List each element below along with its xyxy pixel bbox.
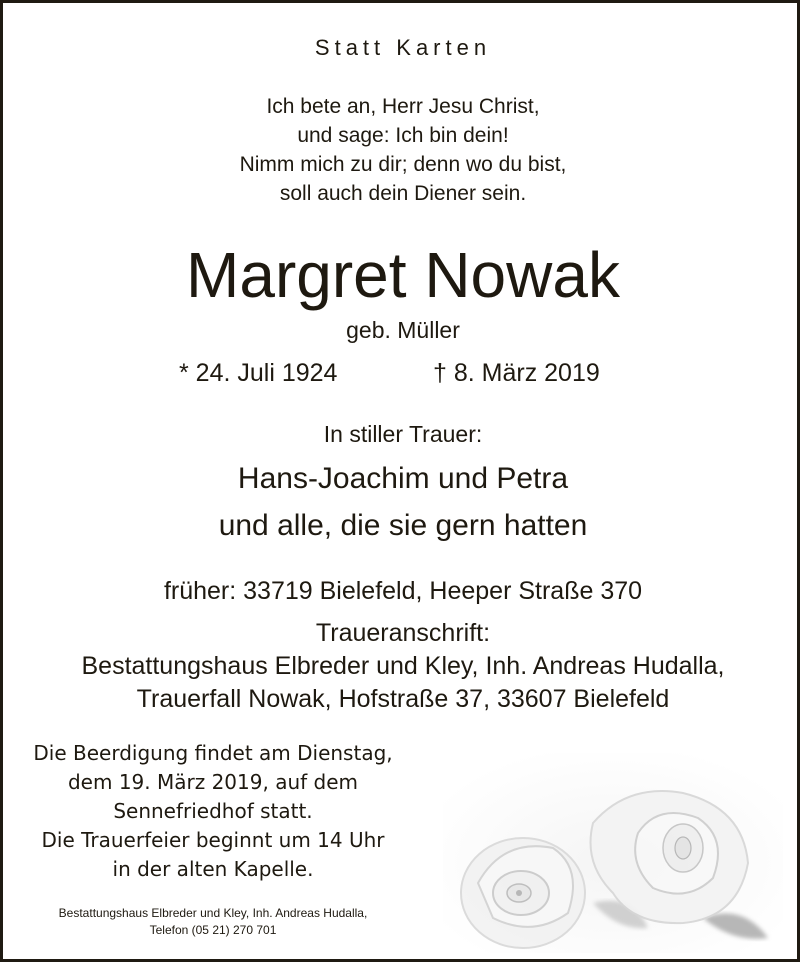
funeral-info-line-5: in der alten Kapelle. xyxy=(112,857,314,881)
heading-statt-karten: Statt Karten xyxy=(314,35,492,60)
verse-line-2: und sage: Ich bin dein! xyxy=(297,124,509,147)
funeral-info-line-1: Die Beerdigung findet am Dienstag, xyxy=(33,741,393,765)
condolence-address-label: Traueranschrift: xyxy=(315,619,491,647)
former-address: früher: 33719 Bielefeld, Heeper Straße 370 xyxy=(163,577,643,605)
verse-line-3: Nimm mich zu dir; denn wo du bist, xyxy=(239,153,567,176)
white-roses-image xyxy=(443,753,783,953)
maiden-name: geb. Müller xyxy=(346,317,460,343)
rose-left xyxy=(461,838,585,948)
verse-line-4: soll auch dein Diener sein. xyxy=(279,182,527,205)
mourners-line-1: Hans-Joachim und Petra xyxy=(237,462,569,495)
mourning-intro: In stiller Trauer: xyxy=(323,421,483,447)
deceased-name: Margret Nowak xyxy=(186,239,620,311)
verse-line-1: Ich bete an, Herr Jesu Christ, xyxy=(266,95,540,118)
undertaker-line-2: Telefon (05 21) 270 701 xyxy=(149,923,277,937)
funeral-info-line-4: Die Trauerfeier beginnt um 14 Uhr xyxy=(41,828,385,852)
death-date: † 8. März 2019 xyxy=(433,359,600,387)
undertaker-line-1: Bestattungshaus Elbreder und Kley, Inh. Andreas Hudalla, xyxy=(58,906,368,920)
condolence-address-line-1: Bestattungshaus Elbreder und Kley, Inh. Andreas Hudalla, xyxy=(81,652,725,680)
funeral-info-line-2: dem 19. März 2019, auf dem xyxy=(67,770,359,794)
funeral-info-line-3: Sennefriedhof statt. xyxy=(113,799,313,823)
condolence-address-line-2: Trauerfall Nowak, Hofstraße 37, 33607 Bielefeld xyxy=(136,685,670,713)
mourners-line-2: und alle, die sie gern hatten xyxy=(218,509,588,542)
birth-date: * 24. Juli 1924 xyxy=(179,359,338,387)
